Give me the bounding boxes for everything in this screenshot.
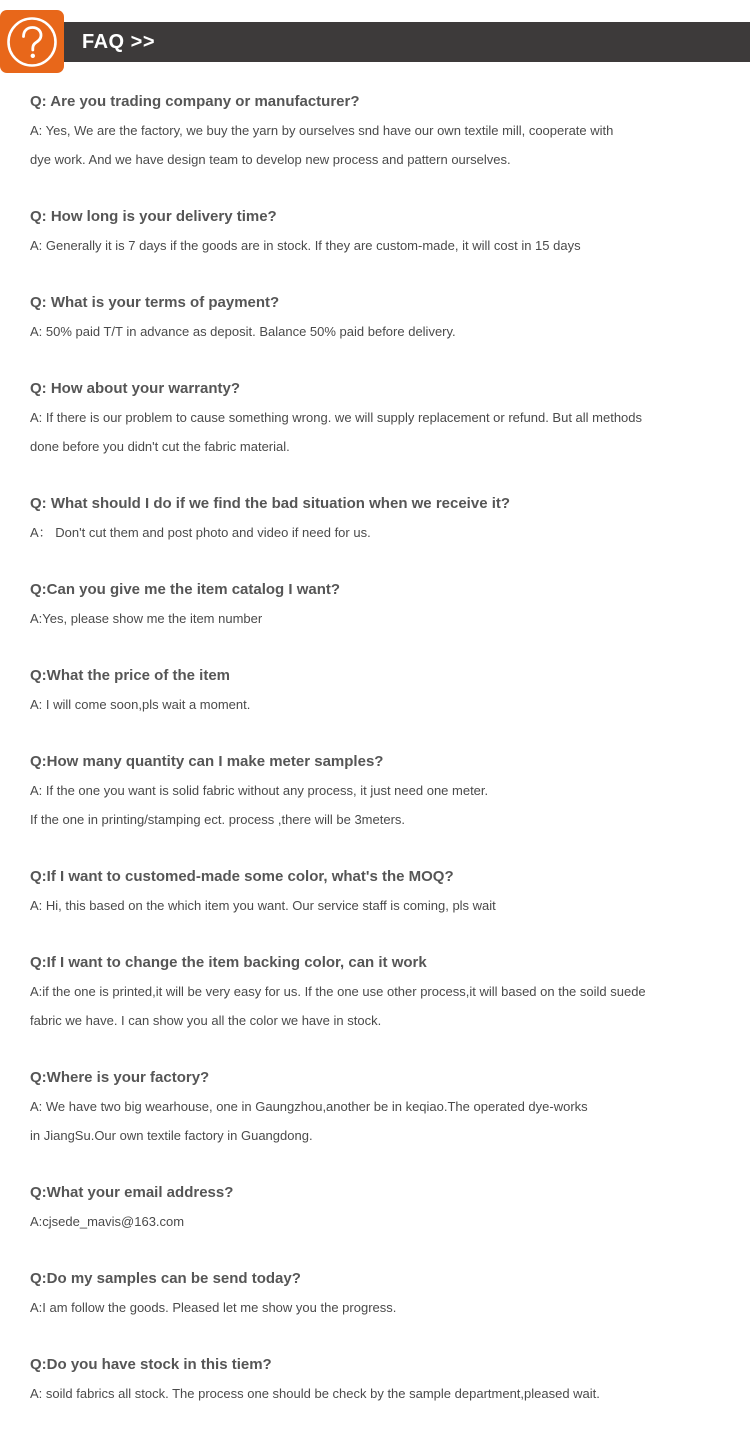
faq-answer-line: A:if the one is printed,it will be very easy for us. If the one use other process,it will based on the soild suede (30, 984, 646, 999)
faq-question: Q:If I want to change the item backing color, can it work (30, 954, 427, 971)
faq-title: FAQ >> (82, 31, 156, 53)
faq-question: Q:Where is your factory? (30, 1069, 210, 1086)
faq-answer-line: A:Yes, please show me the item number (30, 611, 263, 626)
faq-item (30, 1064, 730, 1150)
faq-item (30, 289, 730, 346)
faq-answer-line: A: Yes, We are the factory, we buy the yarn by ourselves snd have our own textile mill, cooperate with (30, 123, 614, 138)
faq-item (30, 863, 730, 920)
faq-item (30, 1265, 730, 1322)
faq-item (30, 576, 730, 633)
faq-list (30, 88, 730, 1437)
faq-answer-line: A: 50% paid T/T in advance as deposit. Balance 50% paid before delivery. (30, 324, 456, 339)
faq-question: Q: What should I do if we find the bad situation when we receive it? (30, 495, 511, 512)
faq-item (30, 662, 730, 719)
faq-header-bar (0, 22, 750, 62)
faq-logo (0, 10, 64, 73)
faq-question: Q: What is your terms of payment? (30, 294, 280, 311)
faq-item (30, 1179, 730, 1236)
faq-item (30, 203, 730, 260)
faq-answer-line: fabric we have. I can show you all the color we have in stock. (30, 1013, 382, 1028)
faq-answer-line: in JiangSu.Our own textile factory in Guangdong. (30, 1128, 313, 1143)
faq-answer-line: A:cjsede_mavis@163.com (30, 1214, 185, 1229)
faq-answer-line: A: I will come soon,pls wait a moment. (30, 697, 251, 712)
faq-answer-line: dye work. And we have design team to develop new process and pattern ourselves. (30, 152, 511, 167)
faq-item (30, 1351, 730, 1408)
faq-question: Q:Do my samples can be send today? (30, 1270, 301, 1287)
faq-answer-line: A: Generally it is 7 days if the goods are in stock. If they are custom-made, it will cost in 15 days (30, 238, 581, 253)
faq-item (30, 88, 730, 174)
faq-item (30, 748, 730, 834)
faq-answer-line: A: Hi, this based on the which item you want. Our service staff is coming, pls wait (30, 898, 496, 913)
faq-question: Q:Can you give me the item catalog I want? (30, 581, 341, 598)
faq-answer-line: done before you didn't cut the fabric material. (30, 439, 290, 454)
faq-question: Q:What the price of the item (30, 667, 231, 684)
faq-answer-line: A: We have two big wearhouse, one in Gaungzhou,another be in keqiao.The operated dye-works (30, 1099, 588, 1114)
faq-question: Q:If I want to customed-made some color, what's the MOQ? (30, 868, 454, 885)
faq-item (30, 490, 730, 547)
faq-question: Q:Do you have stock in this tiem? (30, 1356, 272, 1373)
faq-answer-line: A: soild fabrics all stock. The process one should be check by the sample department,pleased wait. (30, 1386, 600, 1401)
faq-item (30, 949, 730, 1035)
faq-answer-line: If the one in printing/stamping ect. process ,there will be 3meters. (30, 812, 406, 827)
faq-question: Q: How long is your delivery time? (30, 208, 277, 225)
faq-question: Q:How many quantity can I make meter samples? (30, 753, 384, 770)
faq-item (30, 375, 730, 461)
faq-question: Q: How about your warranty? (30, 380, 241, 397)
faq-question: Q: Are you trading company or manufacturer? (30, 93, 360, 110)
faq-answer-line: A: If there is our problem to cause something wrong. we will supply replacement or refund. But all methods (30, 410, 643, 425)
faq-question: Q:What your email address? (30, 1184, 234, 1201)
faq-answer-line: A:I am follow the goods. Pleased let me show you the progress. (30, 1300, 397, 1315)
faq-answer-line: A： Don't cut them and post photo and video if need for us. (30, 525, 371, 540)
faq-answer-line: A: If the one you want is solid fabric without any process, it just need one meter. (30, 783, 489, 798)
